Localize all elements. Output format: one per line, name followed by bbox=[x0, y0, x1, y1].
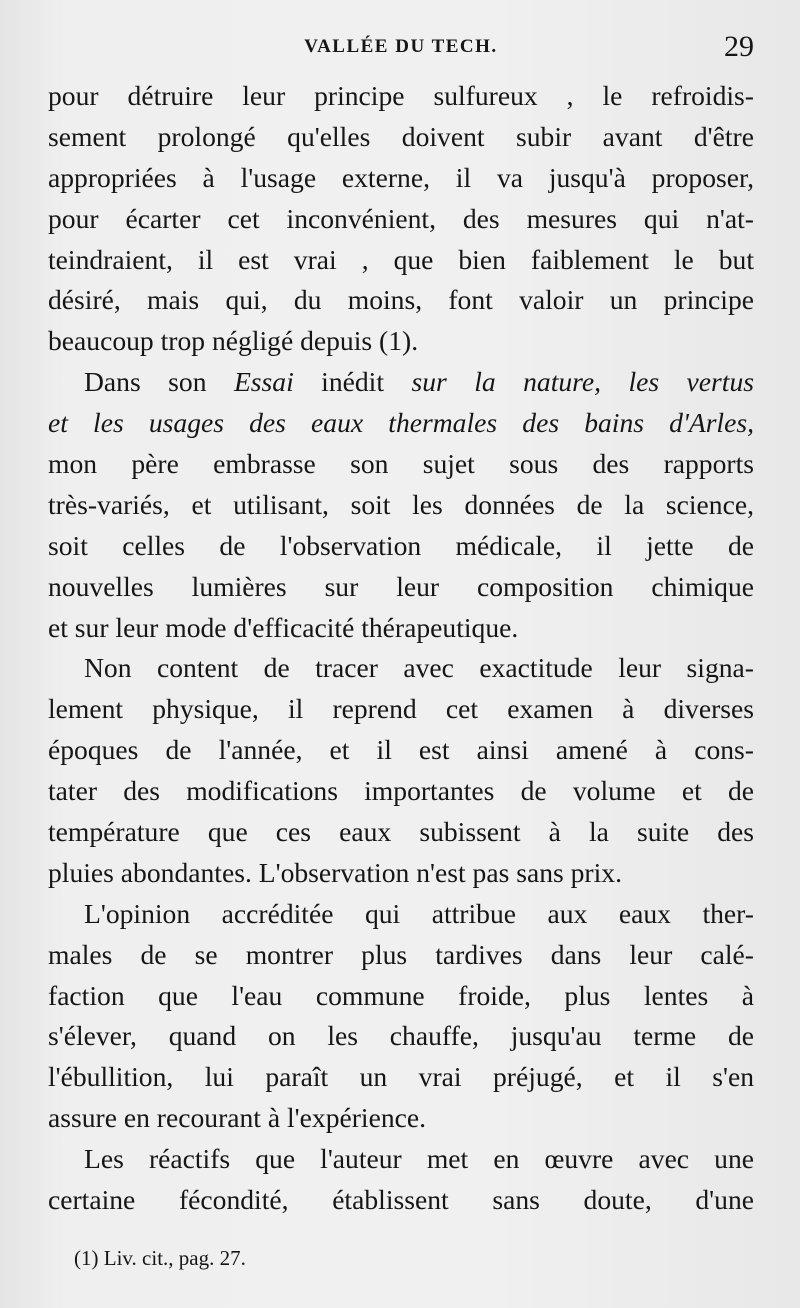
text-line: l'ébullition, lui paraît un vrai préjugé, et il s'en bbox=[48, 1061, 754, 1093]
text-line: appropriées à l'usage externe, il va jusqu'à proposer, bbox=[48, 161, 754, 193]
footnote: (1) Liv. cit., pag. 27. bbox=[74, 1246, 246, 1270]
text-line: pour détruire leur principe sulfureux , le refroidis- bbox=[48, 80, 754, 111]
text-fragment: inédit bbox=[293, 366, 412, 398]
text-fragment: Dans son bbox=[84, 366, 234, 398]
text-line: désiré, mais qui, du moins, font valoir un principe bbox=[48, 284, 754, 316]
text-line: mon père embrasse son sujet sous des rapports bbox=[48, 448, 754, 480]
text-line: males de se montrer plus tardives dans leur calé- bbox=[48, 938, 754, 970]
text-line: Les réactifs que l'auteur met en œuvre avec une bbox=[84, 1143, 754, 1175]
book-title-italic-line: et les usages des eaux thermales des bains d'Arles, bbox=[48, 407, 754, 439]
text-line: s'élever, quand on les chauffe, jusqu'au terme de bbox=[48, 1020, 754, 1052]
book-title-italic: sur la nature, les vertus bbox=[411, 366, 754, 398]
running-head: VALLÉE DU TECH. bbox=[304, 36, 498, 57]
book-title-italic: Essai bbox=[233, 366, 294, 398]
text-line: certaine fécondité, établissent sans doute, d'une bbox=[48, 1184, 754, 1216]
text-line: pour écarter cet inconvénient, des mesures qui n'at- bbox=[48, 202, 754, 234]
text-line: très-variés, et utilisant, soit les données de la science, bbox=[48, 488, 754, 520]
paragraph-2 bbox=[48, 362, 754, 648]
paragraph-4 bbox=[48, 894, 754, 1139]
text-line: époques de l'année, et il est ainsi amené à cons- bbox=[48, 734, 754, 766]
text-line: faction que l'eau commune froide, plus lentes à bbox=[48, 979, 754, 1011]
text-line: teindraient, il est vrai , que bien faiblement le but bbox=[48, 243, 754, 275]
text-line: sement prolongé qu'elles doivent subir avant d'être bbox=[48, 120, 754, 152]
page-header bbox=[48, 30, 754, 70]
paragraph-5 bbox=[48, 1139, 754, 1221]
text-line: et sur leur mode d'efficacité thérapeutique. bbox=[48, 611, 519, 643]
paragraph-3 bbox=[48, 648, 754, 893]
text-line: température que ces eaux subissent à la suite des bbox=[48, 816, 754, 848]
page-number: 29 bbox=[724, 30, 754, 63]
text-line: L'opinion accréditée qui attribue aux eaux ther- bbox=[84, 897, 754, 929]
body-text bbox=[48, 76, 754, 1221]
text-line: beaucoup trop négligé depuis (1). bbox=[48, 325, 419, 357]
text-line: nouvelles lumières sur leur composition chimique bbox=[48, 570, 754, 602]
text-line: Non content de tracer avec exactitude leur signa- bbox=[84, 652, 754, 684]
text-line: lement physique, il reprend cet examen à diverses bbox=[48, 693, 754, 725]
text-line: tater des modifications importantes de volume et de bbox=[48, 775, 754, 807]
text-line: pluies abondantes. L'observation n'est pas sans prix. bbox=[48, 856, 622, 888]
paragraph-1 bbox=[48, 76, 754, 362]
text-line: assure en recourant à l'expérience. bbox=[48, 1102, 427, 1134]
text-line bbox=[48, 362, 754, 403]
text-line: soit celles de l'observation médicale, il jette de bbox=[48, 529, 754, 561]
